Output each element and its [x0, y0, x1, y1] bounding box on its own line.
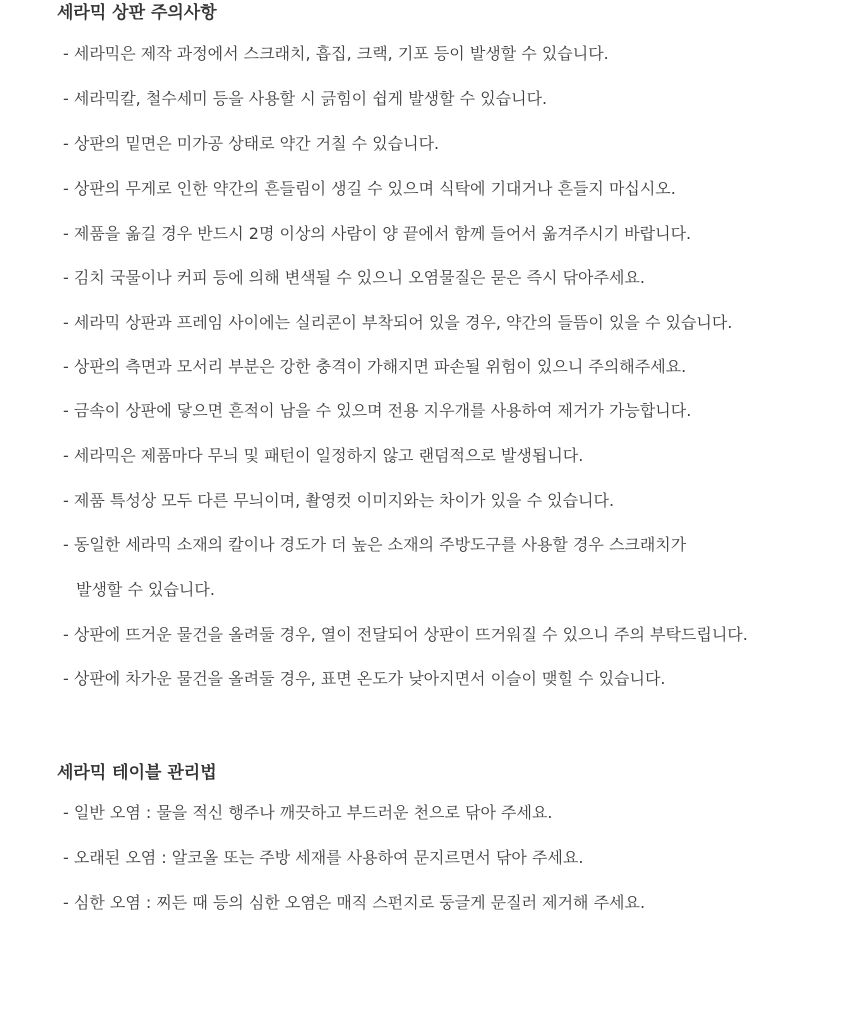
care-item-2: - 오래된 오염 : 알코올 또는 주방 세재를 사용하여 문지르면서 닦아 주세요. [63, 848, 584, 867]
caution-item-10: - 세라믹은 제품마다 무늬 및 패턴이 일정하지 않고 랜덤적으로 발생됩니다. [63, 446, 584, 465]
care-item-1: - 일반 오염 : 물을 적신 행주나 깨끗하고 부드러운 천으로 닦아 주세요. [63, 803, 553, 822]
caution-item-11: - 제품 특성상 모두 다른 무늬이며, 촬영컷 이미지와는 차이가 있을 수 있습니다. [63, 491, 615, 510]
caution-item-2: - 세라믹칼, 철수세미 등을 사용할 시 긁힘이 쉽게 발생할 수 있습니다. [63, 89, 548, 108]
caution-item-14: - 상판에 차가운 물건을 올려둘 경우, 표면 온도가 낮아지면서 이슬이 맺힐 수 있습니다. [63, 669, 666, 688]
caution-item-13: - 상판에 뜨거운 물건을 올려둘 경우, 열이 전달되어 상판이 뜨거워질 수 있으니 주의 부탁드립니다. [63, 625, 748, 644]
care-item-3: - 심한 오염 : 찌든 때 등의 심한 오염은 매직 스펀지로 둥글게 문질러 제거해 주세요. [63, 893, 646, 912]
caution-item-9: - 금속이 상판에 닿으면 흔적이 남을 수 있으며 전용 지우개를 사용하여 제거가 가능합니다. [63, 401, 692, 420]
caution-item-5: - 제품을 옮길 경우 반드시 2명 이상의 사람이 양 끝에서 함께 들어서 옮겨주시기 바랍니다. [63, 224, 692, 243]
caution-item-8: - 상판의 측면과 모서리 부분은 강한 충격이 가해지면 파손될 위험이 있으니 주의해주세요. [63, 357, 687, 376]
caution-item-1: - 세라믹은 제작 과정에서 스크래치, 흡집, 크랙, 기포 등이 발생할 수 있습니다. [63, 44, 609, 63]
caution-item-3: - 상판의 밑면은 미가공 상태로 약간 거칠 수 있습니다. [63, 134, 440, 153]
section-title-care: 세라믹 테이블 관리법 [57, 763, 217, 783]
caution-item-12: - 동일한 세라믹 소재의 칼이나 경도가 더 높은 소재의 주방도구를 사용할 경우 스크래치가 [63, 535, 687, 554]
caution-item-7: - 세라믹 상판과 프레임 사이에는 실리콘이 부착되어 있을 경우, 약간의 들뜸이 있을 수 있습니다. [63, 313, 733, 332]
section-title-cautions: 세라믹 상판 주의사항 [57, 3, 217, 23]
caution-item-12-continued: 발생할 수 있습니다. [76, 580, 215, 599]
caution-item-4: - 상판의 무게로 인한 약간의 흔들림이 생길 수 있으며 식탁에 기대거나 흔들지 마십시오. [63, 179, 676, 198]
caution-item-6: - 김치 국물이나 커피 등에 의해 변색될 수 있으니 오염물질은 묻은 즉시 닦아주세요. [63, 268, 645, 287]
